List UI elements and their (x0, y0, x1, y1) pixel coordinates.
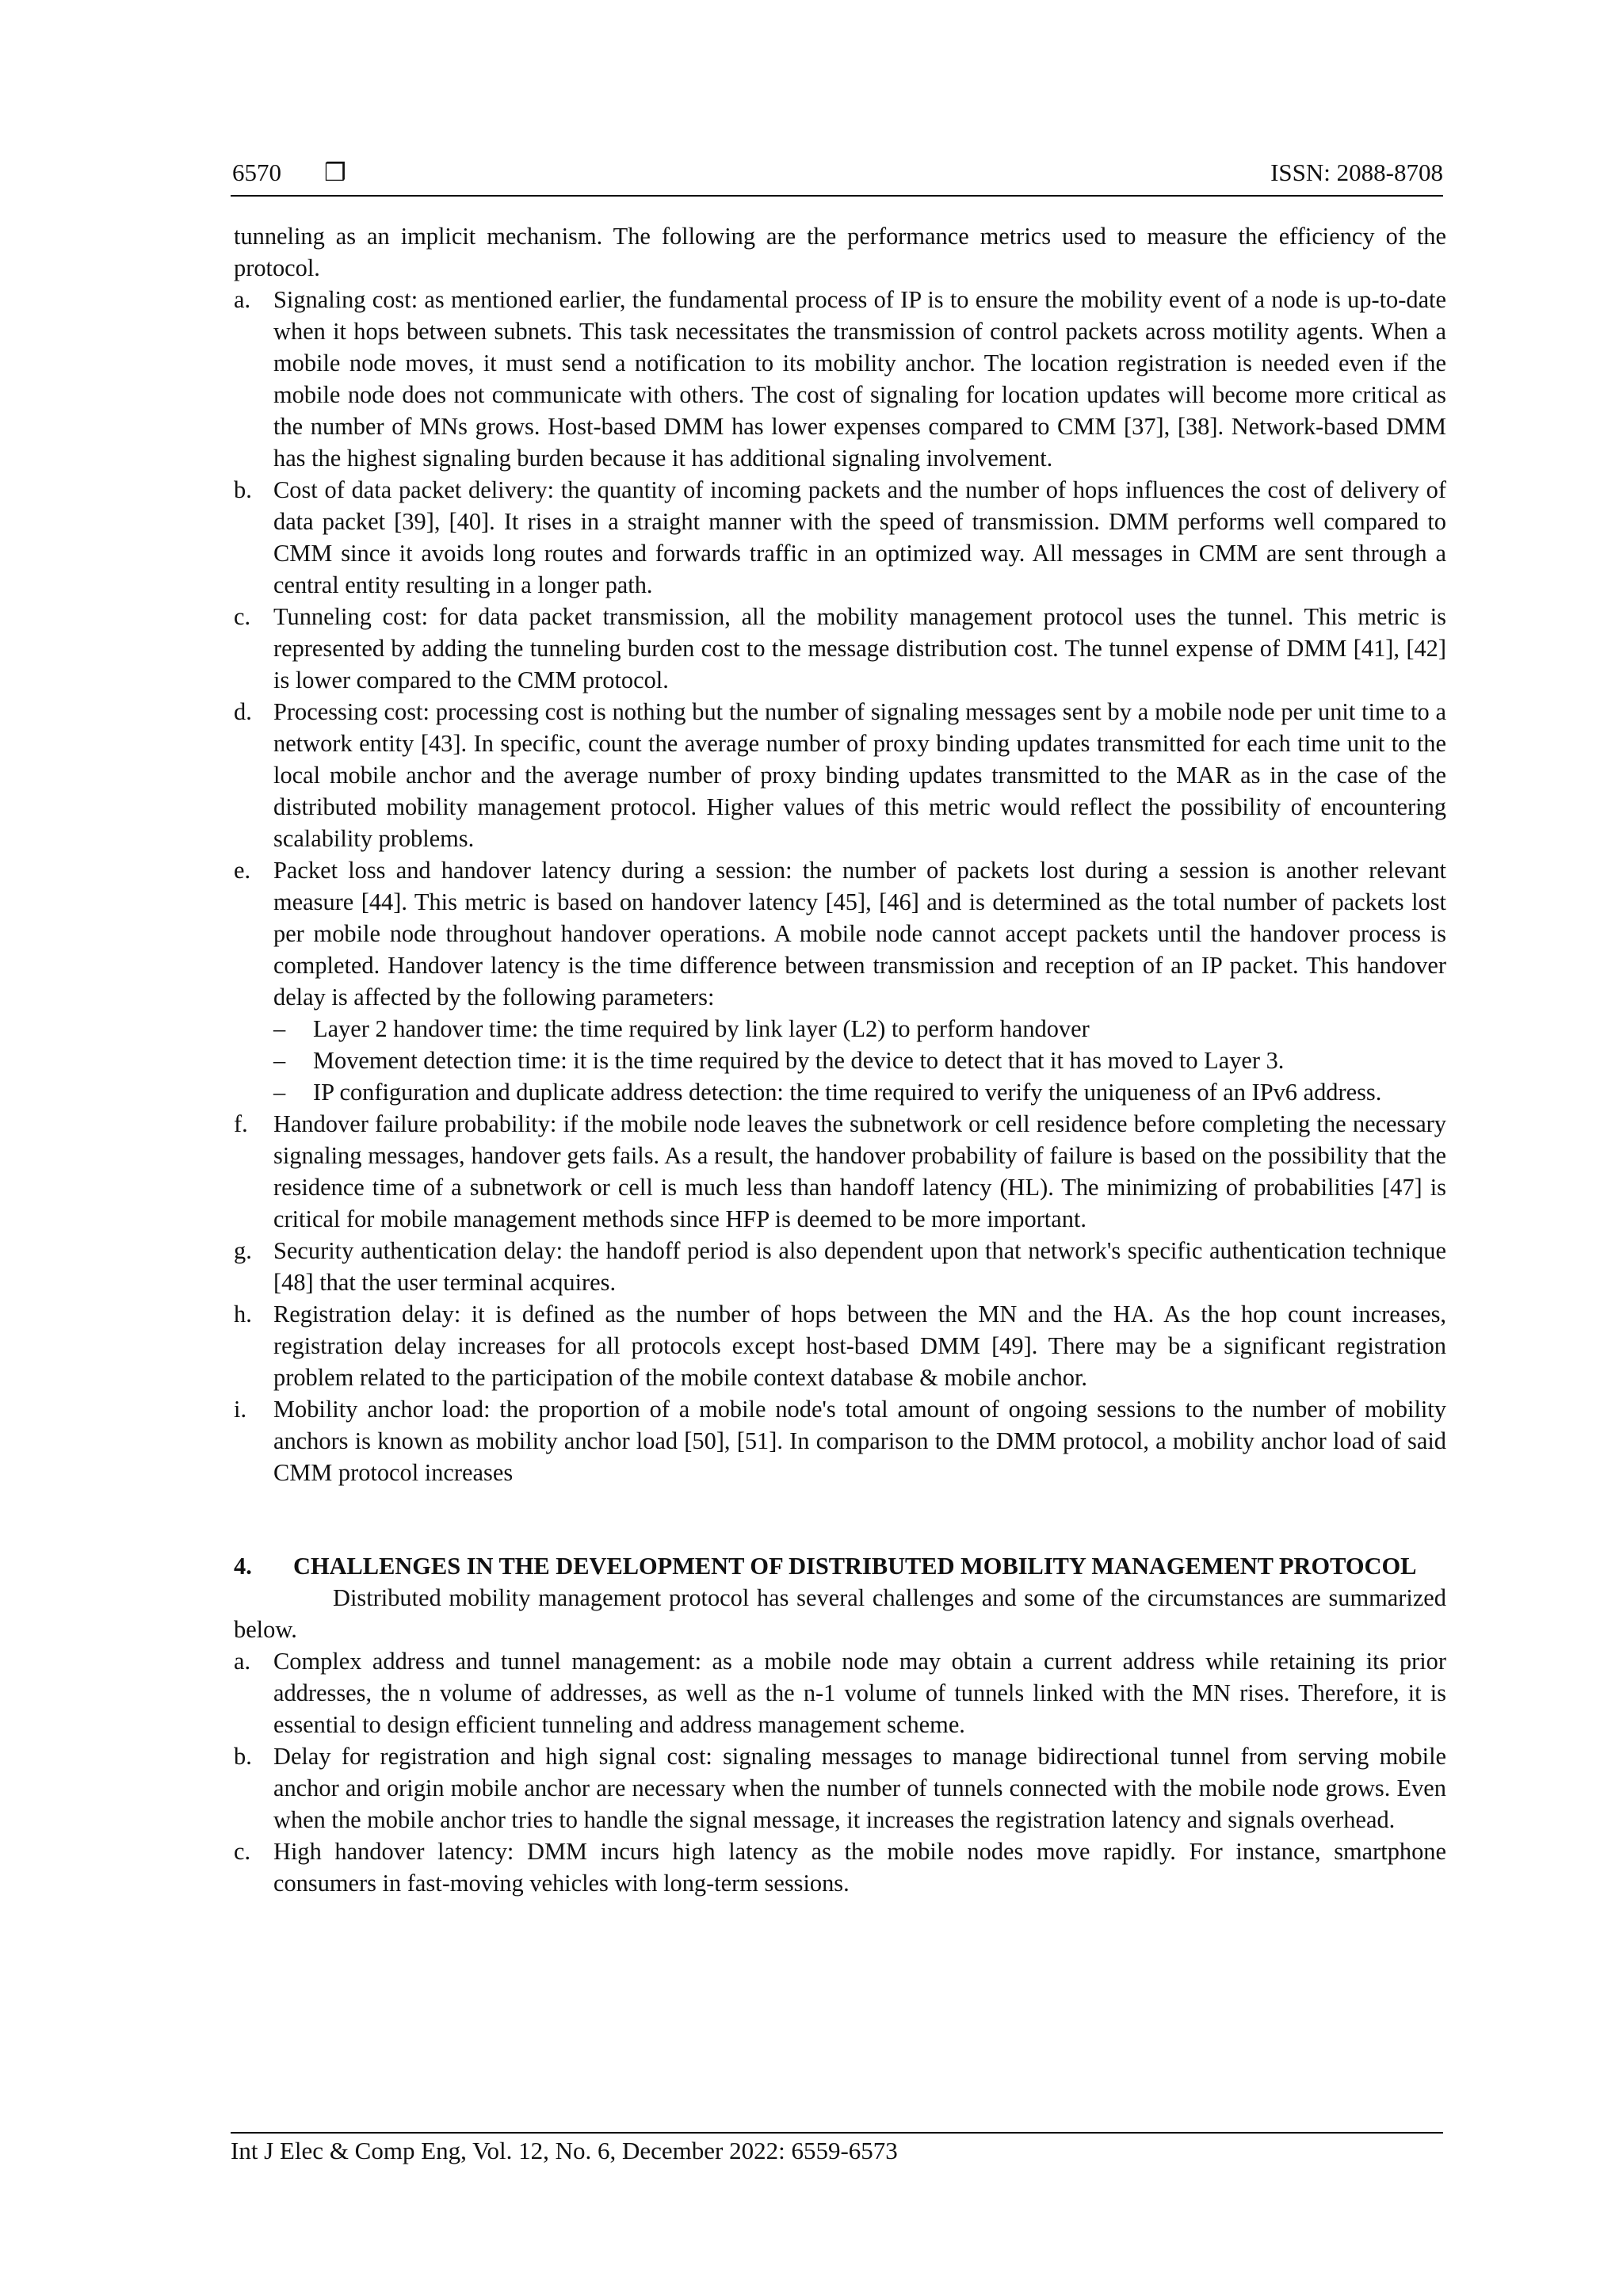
list-marker: b. (234, 1743, 252, 1770)
list-item-text: Tunneling cost: for data packet transmission, all the mobility management protocol uses the tunnel. This metric is represented by adding the tunneling burden cost to the message distribution cost. The tunnel expense of DMM [41], [42] is lower compared to the CMM protocol. (273, 603, 1446, 693)
list-item (234, 601, 1446, 696)
list-item-text: Complex address and tunnel management: as a mobile node may obtain a current address while retaining its prior addresses, the n volume of addresses, as well as the n-1 volume of tunnels linked with the MN rises. Therefore, it is essential to design efficient tunneling and address management scheme. (273, 1648, 1446, 1738)
list-marker: d. (234, 698, 252, 725)
latency-parameters-list (273, 1013, 1446, 1108)
list-item (234, 1740, 1446, 1836)
citation-footer: Int J Elec & Comp Eng, Vol. 12, No. 6, December 2022: 6559-6573 (231, 2137, 898, 2164)
list-marker: a. (234, 286, 251, 313)
list-item (234, 1836, 1446, 1899)
list-item-text: Processing cost: processing cost is nothing but the number of signaling messages sent by a mobile node per unit time to a network entity [43]. In specific, count the average number of proxy binding updates transmitted for each time unit to the local mobile anchor and the average number of proxy binding updates transmitted to the MAR as in the case of the distributed mobility management protocol. Higher values of this metric would reflect the possibility of encountering scalability problems. (273, 698, 1446, 852)
section-number: 4. (234, 1553, 252, 1580)
page-footer (231, 2132, 1443, 2165)
dash-marker: – (273, 1079, 286, 1106)
sub-list-item-text: IP configuration and duplicate address detection: the time required to verify the uniqueness of an IPv6 address. (313, 1079, 1382, 1106)
list-marker: e. (234, 857, 251, 884)
list-item-text: High handover latency: DMM incurs high latency as the mobile nodes move rapidly. For instance, smartphone consumers in fast-moving vehicles with long-term sessions. (273, 1838, 1446, 1897)
page-number: 6570 (232, 159, 281, 186)
list-item (234, 474, 1446, 601)
list-item (234, 696, 1446, 854)
list-marker: i. (234, 1396, 247, 1423)
list-item-text: Mobility anchor load: the proportion of a mobile node's total amount of ongoing sessions to the number of mobility anchors is known as mobility anchor load [50], [51]. In comparison to the DMM protocol, a mobility anchor load of said CMM protocol increases (273, 1396, 1446, 1486)
list-item-text: Delay for registration and high signal cost: signaling messages to manage bidirectional tunnel from serving mobile anchor and origin mobile anchor are necessary when the number of tunnels connected with the mobile node grows. Even when the mobile anchor tries to handle the signal message, it increases the registration latency and signals overhead. (273, 1743, 1446, 1833)
sub-list-item (273, 1013, 1446, 1045)
list-marker: c. (234, 603, 251, 630)
list-marker: g. (234, 1237, 252, 1264)
list-item-text: Packet loss and handover latency during a session: the number of packets lost during a session is another relevant measure [44]. This metric is based on handover latency [45], [46] and is determined as the total number of packets lost per mobile node throughout handover operations. A mobile node cannot accept packets until the handover process is completed. Handover latency is the time difference between transmission and reception of an IP packet. This handover delay is affected by the following parameters: (273, 857, 1446, 1010)
list-item (234, 1235, 1446, 1298)
list-item-text: Security authentication delay: the handoff period is also dependent upon that network's specific authentication technique [48] that the user terminal acquires. (273, 1237, 1446, 1296)
list-item (234, 1393, 1446, 1488)
list-marker: a. (234, 1648, 251, 1675)
list-item (234, 1645, 1446, 1740)
list-marker: f. (234, 1110, 248, 1137)
dash-marker: – (273, 1047, 286, 1074)
list-marker: c. (234, 1838, 251, 1865)
list-item (234, 854, 1446, 1108)
sub-list-item (273, 1076, 1446, 1108)
section-title: CHALLENGES IN THE DEVELOPMENT OF DISTRIBUTED MOBILITY MANAGEMENT PROTOCOL (293, 1553, 1417, 1580)
dash-marker: – (273, 1015, 286, 1042)
list-item (234, 1298, 1446, 1393)
intro-paragraph: tunneling as an implicit mechanism. The following are the performance metrics used to measure the efficiency of the protocol. (234, 223, 1446, 281)
sub-list-item-text: Movement detection time: it is the time required by the device to detect that it has moved to Layer 3. (313, 1047, 1285, 1074)
section-heading (234, 1550, 1446, 1582)
list-item-text: Signaling cost: as mentioned earlier, the fundamental process of IP is to ensure the mobility event of a node is up-to-date when it hops between subnets. This task necessitates the transmission of control packets across motility agents. When a mobile node moves, it must send a notification to its mobility anchor. The location registration is needed even if the mobile node does not communicate with others. The cost of signaling for location updates will become more critical as the number of MNs grows. Host-based DMM has lower expenses compared to CMM [37], [38]. Network-based DMM has the highest signaling burden because it has additional signaling involvement. (273, 286, 1446, 472)
challenges-list (234, 1645, 1446, 1899)
page-header (231, 155, 1443, 197)
list-item-text: Registration delay: it is defined as the number of hops between the MN and the HA. As the hop count increases, registration delay increases for all protocols except host-based DMM [49]. There may be a significant registration problem related to the participation of the mobile context database & mobile anchor. (273, 1301, 1446, 1391)
list-item-text: Cost of data packet delivery: the quantity of incoming packets and the number of hops influences the cost of delivery of data packet [39], [40]. It rises in a straight manner with the speed of transmission. DMM performs well compared to CMM since it avoids long routes and forwards traffic in an optimized way. All messages in CMM are sent through a central entity resulting in a longer path. (273, 476, 1446, 598)
issn: ISSN: 2088-8708 (1270, 159, 1443, 186)
list-item (234, 1108, 1446, 1235)
list-marker: h. (234, 1301, 252, 1328)
sub-list-item (273, 1045, 1446, 1076)
list-item (234, 284, 1446, 474)
list-marker: b. (234, 476, 252, 503)
sub-list-item-text: Layer 2 handover time: the time required by link layer (L2) to perform handover (313, 1015, 1090, 1042)
box-icon: ❒ (324, 159, 346, 186)
list-item-text: Handover failure probability: if the mobile node leaves the subnetwork or cell residence before completing the necessary signaling messages, handover gets fails. As a result, the handover probability of failure is based on the possibility that the residence time of a subnetwork or cell is much less than handoff latency (HL). The minimizing of probabilities [47] is critical for mobile management methods since HFP is deemed to be more important. (273, 1110, 1446, 1232)
section-intro: Distributed mobility management protocol has several challenges and some of the circumstances are summarized below. (234, 1584, 1446, 1643)
metrics-list (234, 284, 1446, 1488)
page-body (234, 220, 1446, 1899)
